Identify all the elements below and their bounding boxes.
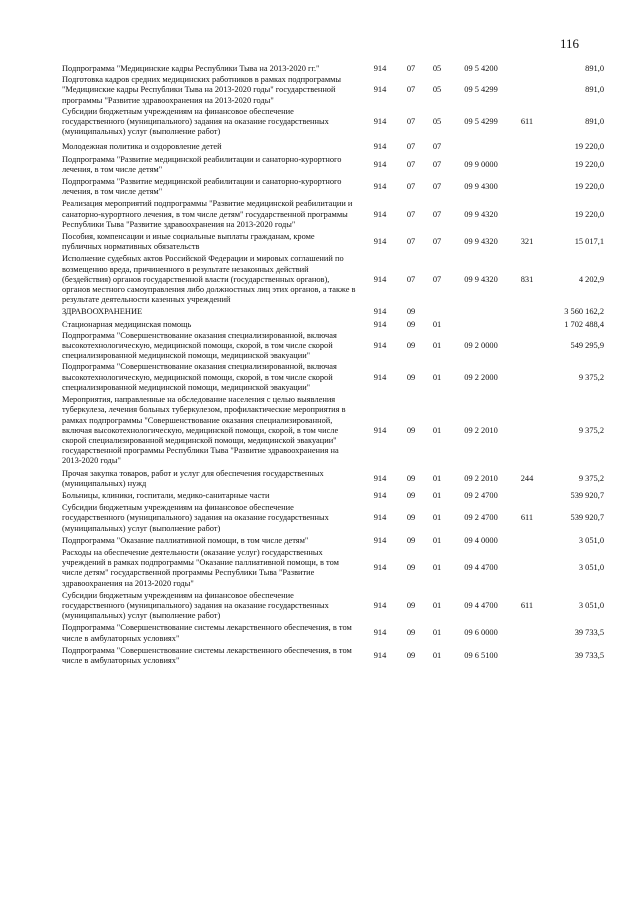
row-sum: 19 220,0	[574, 209, 604, 219]
row-expense-type	[512, 646, 542, 668]
row-grbs-code: 914	[373, 600, 387, 610]
row-grbs-code: 914	[373, 209, 387, 219]
row-section-code: 09	[406, 600, 416, 610]
row-subsection-code: 05	[432, 117, 442, 127]
row-grbs-code: 914	[373, 513, 387, 523]
page-number: 116	[560, 36, 580, 51]
row-subsection-code: 07	[432, 182, 442, 192]
table-row	[62, 331, 604, 363]
row-grbs-code: 914	[373, 64, 387, 73]
row-expense-type	[512, 75, 542, 107]
row-subsection-code: 07	[432, 274, 442, 284]
row-target-article: 09 4 0000	[464, 535, 498, 545]
row-grbs-code: 914	[373, 341, 387, 351]
row-sum: 9 375,2	[578, 425, 604, 435]
row-name: Исполнение судебных актов Российской Федерации и мировых соглашений по возмещению вреда, причиненного в результате незаконных действий (бездействия) органов государственной власти (государственных органов), органов местного самоуправления либо должностных лиц этих органов, а также в результате деятельности казенных учреждений	[62, 254, 356, 305]
row-expense-type	[512, 142, 542, 154]
table-row	[62, 536, 604, 548]
row-grbs-code: 914	[373, 372, 387, 382]
row-grbs-code: 914	[373, 274, 387, 284]
row-subsection-code: 07	[432, 237, 442, 247]
row-section-code: 07	[406, 117, 416, 127]
row-expense-type: 611	[520, 117, 534, 127]
row-subsection-code: 07	[432, 209, 442, 219]
row-grbs-code: 914	[373, 142, 387, 152]
row-grbs-code: 914	[373, 182, 387, 192]
row-section-code: 07	[406, 64, 416, 73]
row-target-article: 09 2 4700	[464, 513, 498, 523]
row-subsection-code: 01	[432, 513, 442, 523]
row-section-code: 09	[406, 307, 416, 317]
row-sum: 539 920,7	[570, 513, 604, 523]
row-expense-type	[512, 491, 542, 503]
row-subsection-code: 05	[432, 85, 442, 95]
row-section-code: 07	[406, 85, 416, 95]
row-section-code: 09	[406, 372, 416, 382]
row-expense-type	[512, 331, 542, 363]
table-row	[62, 142, 604, 154]
row-grbs-code: 914	[373, 628, 387, 638]
row-expense-type	[512, 362, 542, 395]
row-section-code: 09	[406, 650, 416, 660]
table-row	[62, 623, 604, 645]
row-section-code: 09	[406, 473, 416, 483]
row-expense-type: 611	[520, 513, 534, 523]
row-expense-type	[512, 64, 542, 75]
row-name: Молодежная политика и оздоровление детей	[62, 142, 222, 152]
table-row	[62, 254, 604, 307]
row-grbs-code: 914	[373, 85, 387, 95]
row-grbs-code: 914	[373, 473, 387, 483]
row-name: Подпрограмма "Совершенствование системы лекарственного обеспечения, в том числе в амбулаторных условиях"	[62, 623, 352, 643]
row-section-code: 09	[406, 513, 416, 523]
row-sum: 9 375,2	[578, 372, 604, 382]
row-name: Подпрограмма "Развитие медицинской реабилитации и санаторно-курортного лечения, в том числе детям"	[62, 177, 342, 197]
row-expense-type	[512, 623, 542, 645]
row-section-code: 09	[406, 319, 416, 329]
row-section-code: 07	[406, 237, 416, 247]
row-sum: 39 733,5	[574, 628, 604, 638]
row-target-article: 09 9 0000	[464, 159, 498, 169]
row-subsection-code: 01	[432, 535, 442, 545]
row-subsection-code: 01	[432, 425, 442, 435]
table-row	[62, 155, 604, 177]
budget-table-body	[62, 64, 604, 668]
row-expense-type	[512, 548, 542, 591]
row-expense-type	[512, 395, 542, 468]
row-target-article: 09 6 0000	[464, 628, 498, 638]
table-row	[62, 548, 604, 591]
row-section-code: 09	[406, 628, 416, 638]
row-name: Прочая закупка товаров, работ и услуг для обеспечения государственных (муниципальных) нужд	[62, 468, 324, 488]
row-expense-type: 611	[520, 600, 534, 610]
row-grbs-code: 914	[373, 563, 387, 573]
table-row	[62, 362, 604, 395]
row-target-article: 09 4 4700	[464, 600, 498, 610]
row-sum: 15 017,1	[574, 237, 604, 247]
row-subsection-code: 01	[432, 628, 442, 638]
row-name: Подготовка кадров средних медицинских работников в рамках подпрограммы "Медицинские кадры Республики Тыва на 2013-2020 годы" государственной программы "Развитие здравоохранения на 2013-2020 годы"	[62, 75, 342, 105]
row-subsection-code: 01	[432, 563, 442, 573]
row-subsection-code: 01	[432, 341, 442, 351]
row-name: Больницы, клиники, госпитали, медико-санитарные части	[62, 490, 270, 500]
row-name: Мероприятия, направленные на обследование населения с целью выявления туберкулеза, лечения больных туберкулезом, профилактические мероприятия в рамках подпрограммы "Совершенствование оказания специализированной, включая высокотехнологическую, медицинской помощи, скорой, в том числе скорой специализированной медицинской помощи, медицинской эвакуации" государственной программы Республики Тыва "Развитие здравоохранения на 2013-2020 годы"	[62, 395, 346, 466]
table-row	[62, 469, 604, 491]
row-target-article: 09 9 4320	[464, 209, 498, 219]
row-grbs-code: 914	[373, 535, 387, 545]
table-row	[62, 177, 604, 199]
row-target-article: 09 9 4320	[464, 237, 498, 247]
row-section-code: 07	[406, 209, 416, 219]
row-subsection-code: 07	[432, 159, 442, 169]
row-subsection-code: 01	[432, 372, 442, 382]
row-expense-type	[512, 199, 542, 232]
table-row	[62, 503, 604, 536]
row-sum: 39 733,5	[574, 650, 604, 660]
budget-table	[62, 64, 604, 668]
row-name: Подпрограмма "Медицинские кадры Республики Тыва на 2013-2020 гг."	[62, 64, 320, 73]
row-name: Стационарная медицинская помощь	[62, 319, 192, 329]
row-target-article	[450, 320, 512, 331]
row-sum: 891,0	[585, 85, 604, 95]
row-sum: 3 051,0	[578, 535, 604, 545]
row-expense-type	[512, 320, 542, 331]
row-sum: 1 702 488,4	[564, 319, 604, 329]
row-sum: 549 295,9	[570, 341, 604, 351]
row-expense-type: 321	[520, 237, 534, 247]
row-sum: 891,0	[585, 117, 604, 127]
row-name: Подпрограмма "Совершенствование оказания специализированной, включая высокотехнологическую, медицинской помощи, скорой, в том числе скорой специализированной медицинской помощи, медицинской эвакуации"	[62, 362, 337, 392]
row-subsection-code	[424, 307, 450, 319]
row-section-code: 09	[406, 425, 416, 435]
row-sum: 9 375,2	[578, 473, 604, 483]
row-expense-type	[512, 307, 542, 319]
row-sum: 19 220,0	[574, 182, 604, 192]
row-sum: 3 560 162,2	[564, 307, 604, 317]
row-name: Подпрограмма "Совершенствование системы лекарственного обеспечения, в том числе в амбулаторных условиях"	[62, 645, 352, 665]
row-section-code: 09	[406, 563, 416, 573]
row-name: Пособия, компенсации и иные социальные выплаты гражданам, кроме публичных нормативных обязательств	[62, 232, 315, 252]
row-subsection-code: 05	[432, 64, 442, 73]
row-section-code: 07	[406, 274, 416, 284]
row-name: Реализация мероприятий подпрограммы "Развитие медицинской реабилитации и санаторно-курортного лечения, в том числе детям" государственной программы Республики Тыва "Развитие здравоохранения на 2013-2020 годы"	[62, 199, 353, 229]
row-name: Субсидии бюджетным учреждениям на финансовое обеспечение государственного (муниципального) задания на оказание государственных (муниципальных) услуг (выполнение работ)	[62, 590, 329, 621]
table-row	[62, 395, 604, 468]
row-section-code: 07	[406, 159, 416, 169]
row-target-article	[450, 142, 512, 154]
row-grbs-code: 914	[373, 237, 387, 247]
row-name: Подпрограмма "Совершенствование оказания специализированной, включая высокотехнологическую, медицинской помощи, скорой, в том числе скорой специализированной медицинской помощи, медицинской эвакуации"	[62, 330, 337, 361]
row-sum: 4 202,9	[578, 274, 604, 284]
row-grbs-code: 914	[373, 307, 387, 317]
row-subsection-code: 01	[432, 319, 442, 329]
row-target-article: 09 5 4200	[464, 64, 498, 73]
row-target-article: 09 6 5100	[464, 650, 498, 660]
row-grbs-code: 914	[373, 490, 387, 500]
table-row	[62, 199, 604, 232]
row-expense-type	[512, 155, 542, 177]
row-sum: 891,0	[585, 64, 604, 73]
row-target-article: 09 5 4299	[464, 117, 498, 127]
row-target-article: 09 2 2000	[464, 372, 498, 382]
row-expense-type: 244	[520, 473, 534, 483]
row-subsection-code: 01	[432, 473, 442, 483]
row-subsection-code: 01	[432, 600, 442, 610]
row-name: Подпрограмма "Развитие медицинской реабилитации и санаторно-курортного лечения, в том числе детям"	[62, 154, 342, 174]
row-expense-type: 831	[520, 274, 534, 284]
row-expense-type	[512, 177, 542, 199]
table-row	[62, 64, 604, 75]
row-target-article: 09 2 2010	[464, 425, 498, 435]
table-row	[62, 491, 604, 503]
row-name: Расходы на обеспечение деятельности (оказание услуг) государственных учреждений в рамках подпрограммы "Оказание паллиативной помощи, в том числе детям" государственной программы Республики Тыва "Развитие здравоохранения на 2013-2020 годы"	[62, 547, 339, 588]
row-subsection-code: 01	[432, 650, 442, 660]
row-target-article: 09 9 4320	[464, 274, 498, 284]
row-section-code: 09	[406, 341, 416, 351]
row-grbs-code: 914	[373, 425, 387, 435]
row-target-article	[450, 307, 512, 319]
table-row	[62, 646, 604, 668]
row-target-article: 09 5 4299	[464, 85, 498, 95]
row-sum: 19 220,0	[574, 142, 604, 152]
row-grbs-code: 914	[373, 117, 387, 127]
row-name: Субсидии бюджетным учреждениям на финансовое обеспечение государственного (муниципального) задания на оказание государственных (муниципальных) услуг (выполнение работ)	[62, 503, 329, 533]
row-expense-type	[512, 536, 542, 548]
row-name: Подпрограмма "Оказание паллиативной помощи, в том числе детям"	[62, 535, 309, 545]
row-section-code: 07	[406, 142, 416, 152]
row-grbs-code: 914	[373, 159, 387, 169]
row-target-article: 09 4 4700	[464, 563, 498, 573]
row-sum: 3 051,0	[578, 600, 604, 610]
row-sum: 539 920,7	[570, 490, 604, 500]
row-name: ЗДРАВООХРАНЕНИЕ	[62, 307, 143, 317]
table-row	[62, 320, 604, 331]
row-target-article: 09 2 2010	[464, 473, 498, 483]
row-grbs-code: 914	[373, 650, 387, 660]
row-target-article: 09 2 0000	[464, 341, 498, 351]
table-row	[62, 107, 604, 143]
row-sum: 3 051,0	[578, 563, 604, 573]
row-section-code: 07	[406, 182, 416, 192]
row-grbs-code: 914	[373, 319, 387, 329]
table-row	[62, 75, 604, 107]
row-name: Субсидии бюджетным учреждениям на финансовое обеспечение государственного (муниципального) задания на оказание государственных (муниципальных) услуг (выполнение работ)	[62, 106, 329, 137]
row-sum: 19 220,0	[574, 159, 604, 169]
table-row	[62, 232, 604, 254]
table-row	[62, 591, 604, 624]
row-target-article: 09 9 4300	[464, 182, 498, 192]
row-section-code: 09	[406, 490, 416, 500]
table-row	[62, 307, 604, 319]
row-target-article: 09 2 4700	[464, 490, 498, 500]
row-subsection-code: 01	[432, 490, 442, 500]
row-section-code: 09	[406, 535, 416, 545]
row-subsection-code: 07	[432, 142, 442, 152]
